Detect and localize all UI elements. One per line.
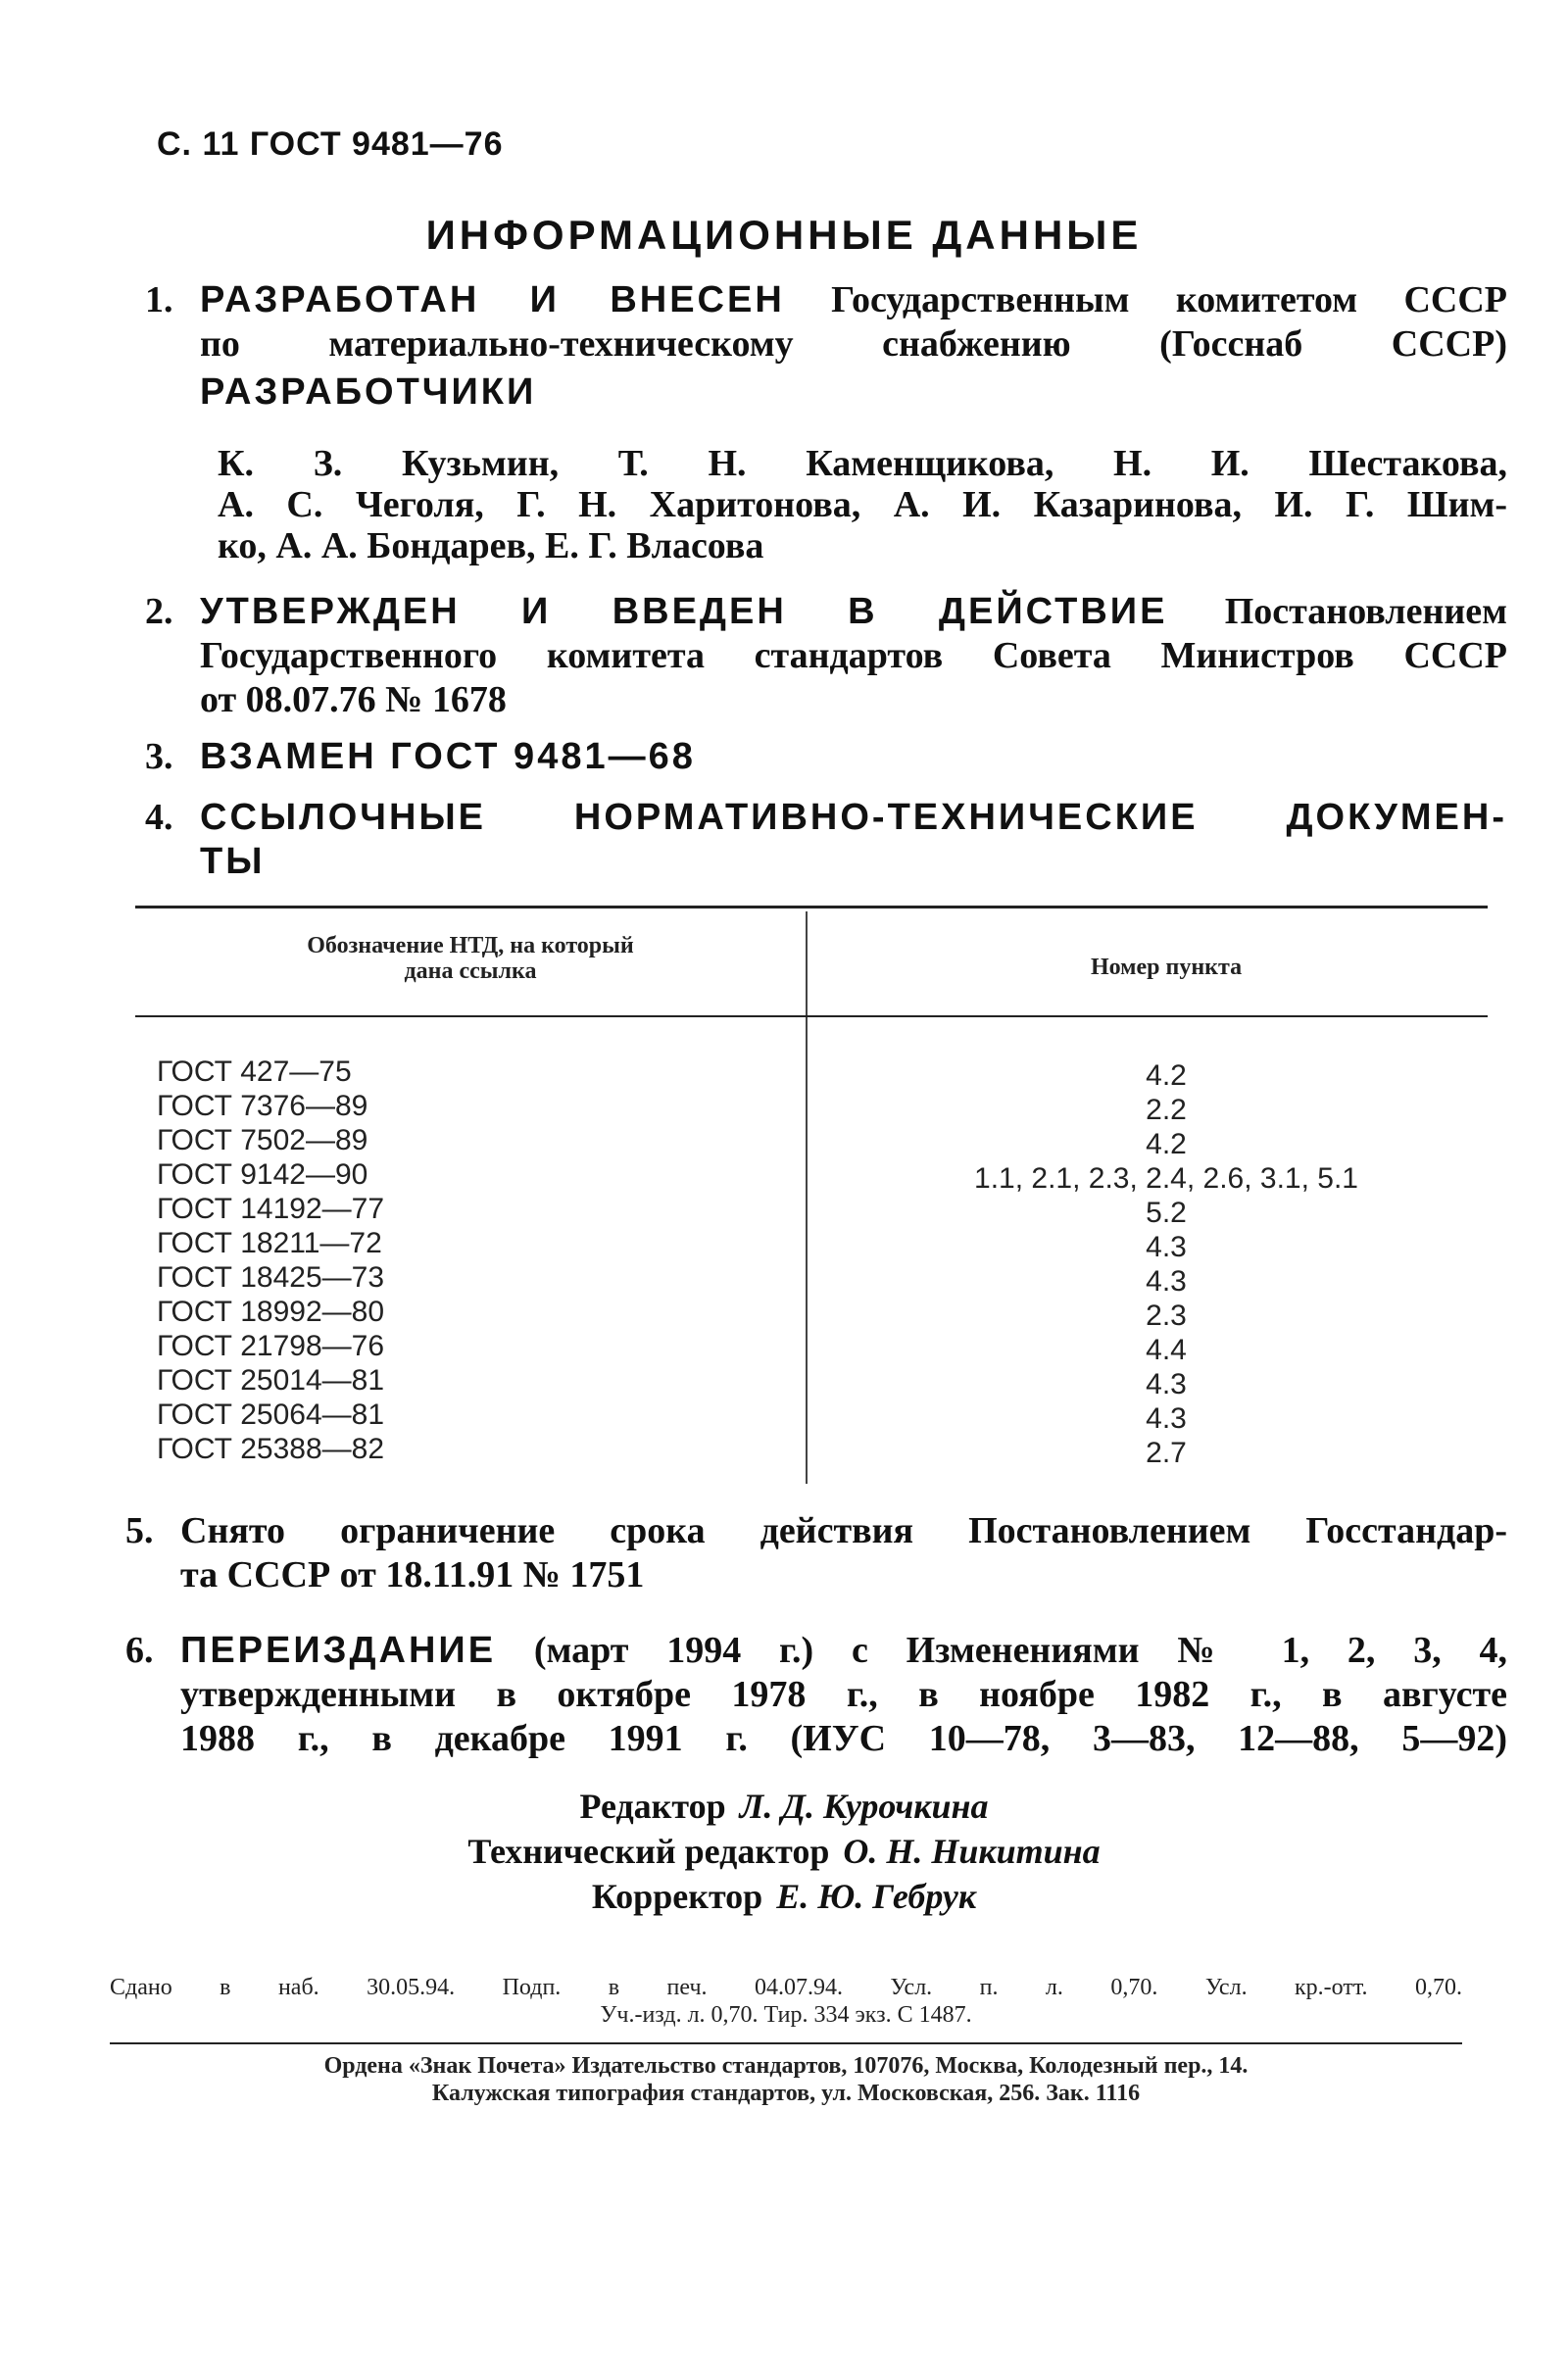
imprint-line-2: Уч.-изд. л. 0,70. Тир. 334 экз. С 1487. <box>600 2002 972 2028</box>
table-cell-clause: 4.4 <box>1146 1334 1187 1366</box>
credit-proofreader <box>0 1874 1568 1919</box>
table-header-ref-line: дана ссылка <box>404 958 537 984</box>
table-cell-clause: 4.2 <box>1146 1128 1187 1160</box>
table-cell-clause: 5.2 <box>1146 1197 1187 1229</box>
table-cell-clause: 4.3 <box>1146 1265 1187 1298</box>
page-header: С. 11 ГОСТ 9481—76 <box>157 125 504 163</box>
section-6-line-2: утвержденными в октябре 1978 г., в ноябре 1982 г., в августе <box>180 1674 1507 1715</box>
table-header-ref-line: Обозначение НТД, на который <box>307 933 634 958</box>
section-6-line-1 <box>125 1629 1507 1673</box>
table-top-rule <box>135 906 1488 908</box>
section-1-caps: РАЗРАБОТАН И ВНЕСЕН <box>200 279 785 320</box>
section-number: 6. <box>125 1630 154 1671</box>
credits <box>0 1784 1568 1919</box>
section-5-text: Снято ограничение срока действия Постановлением Госстандар- <box>180 1510 1507 1551</box>
section-2-line-3: от 08.07.76 № 1678 <box>200 679 507 720</box>
section-4-caps: ССЫЛОЧНЫЕ НОРМАТИВНО-ТЕХНИЧЕСКИЕ ДОКУМЕН- <box>200 797 1507 838</box>
table-cell-ref: ГОСТ 18425—73 <box>157 1261 385 1294</box>
table-cell-ref: ГОСТ 7376—89 <box>157 1090 368 1122</box>
section-2-text: Постановлением <box>1224 591 1507 632</box>
authors-line: А. С. Чеголя, Г. Н. Харитонова, А. И. Казаринова, И. Г. Шим- <box>218 484 1507 525</box>
table-cell-ref: ГОСТ 9142—90 <box>157 1158 368 1191</box>
section-1-line-2: по материально-техническому снабжению (Госснаб СССР) <box>200 323 1507 365</box>
table-header-rule <box>135 1015 1488 1017</box>
credit-technical-editor <box>0 1829 1568 1874</box>
footer-line-1: Ордена «Знак Почета» Издательство стандартов, 107076, Москва, Колодезный пер., 14. <box>323 2053 1249 2079</box>
table-cell-clause: 1.1, 2.1, 2.3, 2.4, 2.6, 3.1, 5.1 <box>974 1162 1358 1195</box>
credit-role: Технический редактор <box>467 1832 830 1871</box>
section-number: 4. <box>145 797 173 838</box>
section-4-line-2: ТЫ <box>200 841 266 882</box>
table-ref-column <box>157 1055 470 1466</box>
section-1-line-1 <box>145 278 1507 322</box>
table-cell-ref: ГОСТ 25388—82 <box>157 1433 385 1465</box>
table-cell-clause: 4.3 <box>1146 1368 1187 1400</box>
section-2 <box>145 590 1507 722</box>
footer-line-2: Калужская типография стандартов, ул. Московская, 256. Зак. 1116 <box>431 2081 1141 2106</box>
developers-heading: РАЗРАБОТЧИКИ <box>200 371 537 413</box>
authors-line: К. З. Кузьмин, Т. Н. Каменщикова, Н. И. Шестакова, <box>218 443 1507 484</box>
section-6 <box>125 1629 1507 1761</box>
section-number: 5. <box>125 1510 154 1551</box>
imprint <box>110 1974 1462 2029</box>
table-cell-clause: 4.2 <box>1146 1059 1187 1092</box>
section-4-line-1 <box>145 796 1507 840</box>
section-number: 2. <box>145 591 173 632</box>
section-2-caps: УТВЕРЖДЕН И ВВЕДЕН В ДЕЙСТВИЕ <box>200 591 1168 632</box>
credit-editor <box>0 1784 1568 1829</box>
section-3 <box>145 735 1507 779</box>
table-cell-clause: 2.3 <box>1146 1300 1187 1332</box>
table-cell-ref: ГОСТ 14192—77 <box>157 1193 385 1225</box>
section-6-line-3: 1988 г., в декабре 1991 г. (ИУС 10—78, 3—83, 12—88, 5—92) <box>180 1718 1507 1759</box>
authors-list <box>218 443 1507 566</box>
section-5 <box>125 1509 1507 1597</box>
section-3-caps: ВЗАМЕН ГОСТ 9481—68 <box>200 736 696 777</box>
section-2-line-2: Государственного комитета стандартов Совета Министров СССР <box>200 635 1507 676</box>
credit-person: Е. Ю. Гебрук <box>776 1877 977 1916</box>
table-cell-clause: 4.3 <box>1146 1402 1187 1435</box>
section-6-text: (март 1994 г.) с Изменениями № 1, 2, 3, 4, <box>533 1630 1507 1671</box>
credit-role: Редактор <box>579 1787 726 1826</box>
table-cell-ref: ГОСТ 21798—76 <box>157 1330 385 1362</box>
section-1-text: Государственным комитетом СССР <box>831 279 1507 320</box>
credit-person: О. Н. Никитина <box>843 1832 1101 1871</box>
authors-line: ко, А. А. Бондарев, Е. Г. Власова <box>218 525 764 566</box>
section-5-line-1 <box>125 1509 1507 1553</box>
imprint-line-1: Сдано в наб. 30.05.94. Подп. в печ. 04.07.94. Усл. п. л. 0,70. Усл. кр.-отт. 0,70. <box>110 1975 1462 2000</box>
table-header-clause: Номер пункта <box>1090 955 1243 980</box>
table-clause-column <box>823 1058 1509 1470</box>
table-cell-clause: 2.7 <box>1146 1437 1187 1469</box>
section-5-line-2: та СССР от 18.11.91 № 1751 <box>180 1554 645 1595</box>
section-4 <box>145 796 1507 884</box>
credit-person: Л. Д. Курочкина <box>739 1787 989 1826</box>
table-cell-ref: ГОСТ 25064—81 <box>157 1399 385 1431</box>
footer-rule <box>110 2042 1462 2044</box>
publisher-footer <box>110 2052 1462 2107</box>
table-column-divider <box>806 911 808 1484</box>
section-number: 3. <box>145 736 173 777</box>
section-6-caps: ПЕРЕИЗДАНИЕ <box>180 1630 497 1671</box>
table-cell-ref: ГОСТ 18992—80 <box>157 1296 385 1328</box>
page-title: ИНФОРМАЦИОННЫЕ ДАННЫЕ <box>425 212 1143 258</box>
section-number: 1. <box>145 279 173 320</box>
table-cell-ref: ГОСТ 18211—72 <box>157 1227 382 1259</box>
table-cell-ref: ГОСТ 25014—81 <box>157 1364 385 1397</box>
credit-role: Корректор <box>591 1877 763 1916</box>
table-cell-clause: 4.3 <box>1146 1231 1187 1263</box>
table-cell-clause: 2.2 <box>1146 1094 1187 1126</box>
section-2-line-1 <box>145 590 1507 634</box>
table-cell-ref: ГОСТ 427—75 <box>157 1055 352 1088</box>
table-header-ref <box>147 933 794 984</box>
section-1 <box>145 278 1507 415</box>
table-cell-ref: ГОСТ 7502—89 <box>157 1124 368 1156</box>
